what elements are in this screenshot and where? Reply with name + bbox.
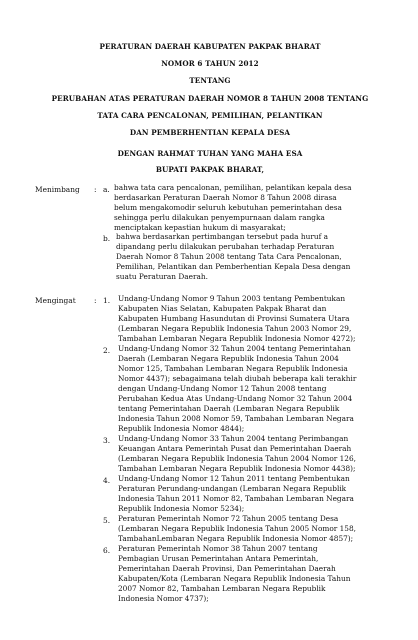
text-line: Indonesia Tahun 2008 Nomor 59, Tambahan Lembaran Negara [118,414,354,424]
text-line: Daerah Nomor 8 Tahun 2008 tentang Tata Cara Pencalonan, [116,252,342,262]
mengingat-item-5 [118,514,384,544]
subject-line-2: TATA CARA PENCALONAN, PEMILIHAN, PELANTIKAN [97,111,323,120]
text-line: Peraturan Perundang-undangan (Lembaran Negara Republik [118,484,347,494]
regulation-number: NOMOR 6 TAHUN 2012 [161,59,259,68]
mengingat-colon: : [94,296,97,305]
issuer: BUPATI PAKPAK BHARAT, [155,165,265,174]
text-line: (Lembaran Negara Republik Indonesia Tahun 2004 Nomor 126, [118,454,356,464]
text-line: Kabupaten/Kota (Lembaran Negara Republik Indonesia Tahun [118,574,351,584]
menimbang-item-b [116,232,382,282]
regulation-title: PERATURAN DAERAH KABUPATEN PAKPAK BHARAT [99,42,321,51]
mengingat-item-marker: 3. [103,436,111,445]
text-line: Daerah (Lembaran Negara Republik Indonesia Tahun 2004 [118,354,339,364]
text-line: Perubahan Kedua Atas Undang-Undang Nomor 32 Tahun 2004 [118,394,353,404]
mengingat-item-marker: 4. [103,476,111,485]
menimbang-colon: : [94,185,97,194]
mengingat-item-2 [118,344,384,434]
mengingat-item-marker: 5. [103,516,111,525]
text-line: Undang-Undang Nomor 32 Tahun 2004 tentang Pemerintahan [118,344,351,353]
text-line: Pemerintahan Daerah Provinsi, Dan Pemerintahan Daerah [118,564,336,574]
text-line: bahwa tata cara pencalonan, pemilihan, pelantikan kepala desa [114,183,352,192]
text-line: TambahanLembaran Negara Republik Indonesia Nomor 4857); [118,534,354,544]
text-line: Keuangan Antara Pemerintah Pusat dan Pemerintahan Daerah [118,444,352,454]
text-line: Nomor 4437); sebagaimana telah diubah beberapa kali terakhir [118,374,357,384]
menimbang-item-marker: b. [103,234,111,243]
text-line: dengan Undang-Undang Nomor 12 Tahun 2008 tentang [118,384,327,394]
text-line: bahwa berdasarkan pertimbangan tersebut pada huruf a [116,232,329,241]
text-line: (Lembaran Negara Republik Indonesia Tahun 2005 Nomor 158, [118,524,356,534]
text-line: menciptakan kepastian hukum di masyarakat; [114,223,286,233]
menimbang-label: Menimbang [35,185,80,194]
text-line: Tambahan Lembaran Negara Republik Indonesia Nomor 4272); [118,334,356,344]
text-line: Undang-Undang Nomor 33 Tahun 2004 tentang Perimbangan [118,434,349,443]
mengingat-item-6 [118,544,384,604]
invocation: DENGAN RAHMAT TUHAN YANG MAHA ESA [117,149,303,158]
text-line: Peraturan Pemerintah Nomor 38 Tahun 2007 tentang [118,544,318,553]
text-line: Kabupaten Humbang Hasundutan di Provinsi Sumatera Utara [118,314,350,324]
mengingat-item-marker: 6. [103,546,111,555]
subject-line-3: DAN PEMBERHENTIAN KEPALA DESA [129,128,291,137]
mengingat-item-4 [118,474,384,514]
text-line: belum mengakomodir seluruh kebutuhan pemerintahan desa [114,203,342,213]
text-line: Undang-Undang Nomor 12 Tahun 2011 tentang Pembentukan [118,474,350,483]
mengingat-item-marker: 2. [103,346,111,355]
text-line: Kabupaten Nias Selatan, Kabupaten Pakpak Bharat dan [118,304,327,314]
text-line: Pembagian Urusan Pemerintahan Antara Pemerintah, [118,554,319,564]
tentang-heading: TENTANG [189,76,231,85]
text-line: Peraturan Pemerintah Nomor 72 Tahun 2005 tentang Desa [118,514,339,523]
text-line: Indonesia Nomor 4737); [118,594,209,604]
text-line: Undang-Undang Nomor 9 Tahun 2003 tentang Pembentukan [118,294,346,303]
text-line: Indonesia Tahun 2011 Nomor 82, Tambahan Lembaran Negara [118,494,354,504]
text-line: Republik Indonesia Nomor 5234); [118,504,245,514]
subject-line-1: PERUBAHAN ATAS PERATURAN DAERAH NOMOR 8 TAHUN 2008 TENTANG [51,94,369,103]
text-line: dipandang perlu dilakukan perubahan terhadap Peraturan [116,242,335,252]
mengingat-item-marker: 1. [103,296,111,305]
text-line: sehingga perlu dilakukan penyempurnaan dalam rangka [114,213,325,223]
mengingat-item-3 [118,434,384,474]
text-line: Republik Indonesia Nomor 4844); [118,424,245,434]
mengingat-label: Mengingat [35,296,76,305]
text-line: tentang Pemerintahan Daerah (Lembaran Negara Republik [118,404,340,414]
menimbang-item-marker: a. [103,185,110,194]
text-line: Nomor 125, Tambahan Lembaran Negara Republik Indonesia [118,364,348,374]
menimbang-item-a [114,183,382,233]
text-line: berdasarkan Peraturan Daerah Nomor 8 Tahun 2008 dirasa [114,193,337,203]
text-line: 2007 Nomor 82, Tambahan Lembaran Negara Republik [118,584,326,594]
text-line: suatu Peraturan Daerah. [116,272,208,282]
text-line: Tambahan Lembaran Negara Republik Indonesia Nomor 4438); [118,464,356,474]
mengingat-item-1 [118,294,384,344]
text-line: Pemilihan, Pelantikan dan Pemberhentian Kepala Desa dengan [116,262,351,272]
text-line: (Lembaran Negara Republik Indonesia Tahun 2003 Nomor 29, [118,324,352,334]
